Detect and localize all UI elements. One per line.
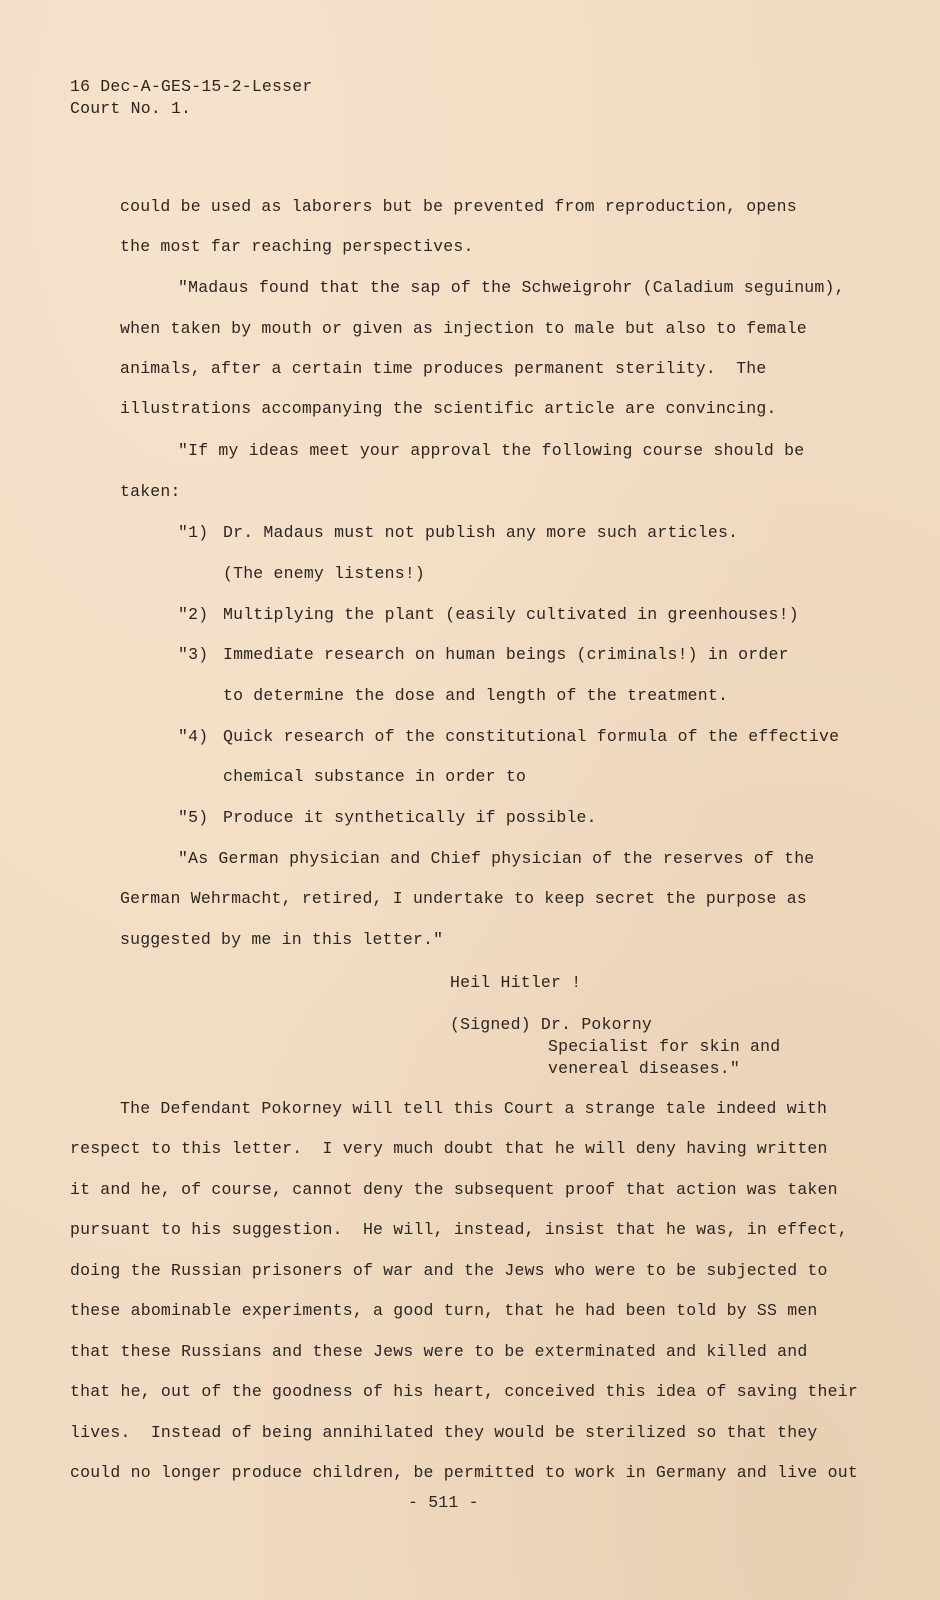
page-number: - 511 - — [408, 1493, 479, 1512]
text-line: that these Russians and these Jews were to be exterminated and killed and — [70, 1342, 808, 1361]
text-line: these abominable experiments, a good turn, that he had been told by SS men — [70, 1301, 818, 1320]
text-line: respect to this letter. I very much doubt that he will deny having written — [70, 1139, 828, 1158]
list-item-text: Multiplying the plant (easily cultivated in greenhouses!) — [223, 605, 799, 624]
text-line: when taken by mouth or given as injection to male but also to female — [120, 319, 807, 338]
text-line: "If my ideas meet your approval the following course should be — [178, 441, 805, 460]
court-number: Court No. 1. — [70, 99, 192, 118]
signature-title: Specialist for skin and — [548, 1037, 781, 1056]
text-line: suggested by me in this letter." — [120, 930, 444, 949]
salutation: Heil Hitler ! — [450, 973, 582, 992]
list-item-number: "3) — [178, 645, 209, 664]
list-item-text: to determine the dose and length of the treatment. — [223, 686, 729, 705]
text-line: illustrations accompanying the scientific article are convincing. — [120, 399, 777, 418]
signature-title: venereal diseases." — [548, 1059, 740, 1078]
list-item-text: Dr. Madaus must not publish any more such articles. — [223, 523, 739, 542]
text-line: pursuant to his suggestion. He will, instead, insist that he was, in effect, — [70, 1220, 848, 1239]
text-line: that he, out of the goodness of his heart, conceived this idea of saving their — [70, 1382, 858, 1401]
text-line: lives. Instead of being annihilated they would be sterilized so that they — [70, 1423, 818, 1442]
list-item-text: chemical substance in order to — [223, 767, 527, 786]
text-line: could no longer produce children, be permitted to work in Germany and live out — [70, 1463, 858, 1482]
text-line: the most far reaching perspectives. — [120, 237, 474, 256]
list-item-number: "1) — [178, 523, 209, 542]
text-line: taken: — [120, 482, 181, 501]
text-line: animals, after a certain time produces permanent sterility. The — [120, 359, 767, 378]
list-item-text: Immediate research on human beings (criminals!) in order — [223, 645, 789, 664]
text-line: "Madaus found that the sap of the Schweigrohr (Caladium seguinum), — [178, 278, 845, 297]
text-line: it and he, of course, cannot deny the subsequent proof that action was taken — [70, 1180, 838, 1199]
text-line: "As German physician and Chief physician of the reserves of the — [178, 849, 815, 868]
list-item-text: Quick research of the constitutional formula of the effective — [223, 727, 840, 746]
list-item-number: "5) — [178, 808, 209, 827]
text-line: German Wehrmacht, retired, I undertake to keep secret the purpose as — [120, 889, 807, 908]
list-item-text: Produce it synthetically if possible. — [223, 808, 597, 827]
text-line: The Defendant Pokorney will tell this Court a strange tale indeed with — [120, 1099, 828, 1118]
text-line: could be used as laborers but be prevented from reproduction, opens — [120, 197, 797, 216]
list-item-number: "4) — [178, 727, 209, 746]
list-item-number: "2) — [178, 605, 209, 624]
text-line: doing the Russian prisoners of war and the Jews who were to be subjected to — [70, 1261, 828, 1280]
signature-name: (Signed) Dr. Pokorny — [450, 1015, 653, 1034]
list-item-text: (The enemy listens!) — [223, 564, 426, 583]
document-id: 16 Dec-A-GES-15-2-Lesser — [70, 77, 313, 96]
